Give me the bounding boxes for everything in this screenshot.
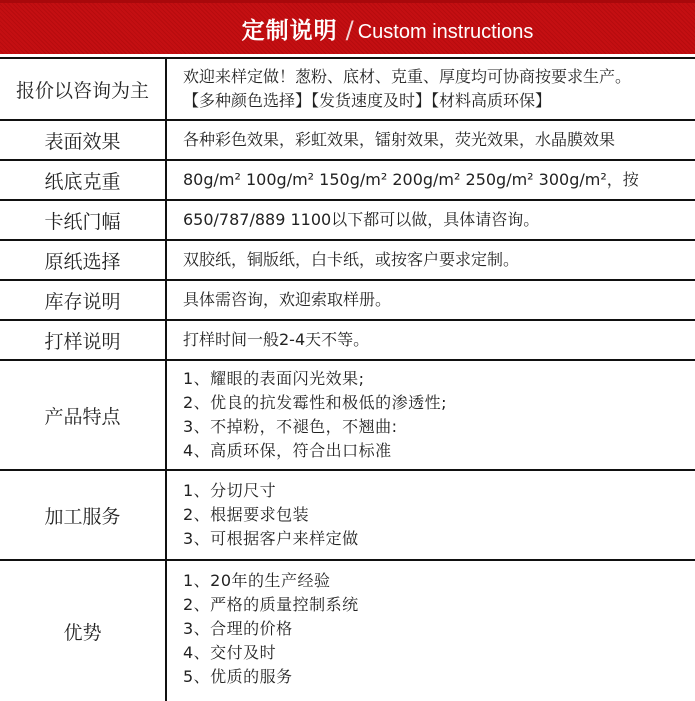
row-label: 加工服务: [0, 471, 167, 559]
row-content-list: [167, 361, 695, 469]
row-content: [167, 201, 695, 239]
table-row-stock: [0, 281, 695, 321]
list-item: 3、可根据客户来样定做: [183, 529, 359, 548]
row-content: [167, 161, 695, 199]
table-row-sampling: [0, 321, 695, 361]
header-banner: [0, 0, 695, 54]
content-line: 打样时间一般2-4天不等。: [183, 330, 370, 349]
row-label: 优势: [0, 561, 167, 701]
row-content-list: [167, 561, 695, 701]
row-content: [167, 321, 695, 359]
instructions-table: [0, 57, 695, 701]
list-item: 5、优质的服务: [183, 667, 293, 686]
row-label: 原纸选择: [0, 241, 167, 279]
row-label: 纸底克重: [0, 161, 167, 199]
table-row-advantages: [0, 561, 695, 701]
row-label: 卡纸门幅: [0, 201, 167, 239]
list-item: 3、合理的价格: [183, 619, 293, 638]
list-item: 1、20年的生产经验: [183, 571, 331, 590]
table-row-surface-effect: [0, 121, 695, 161]
list-item: 1、耀眼的表面闪光效果;: [183, 369, 365, 388]
content-line: 具体需咨询，欢迎索取样册。: [183, 290, 392, 309]
content-line: 【多种颜色选择】【发货速度及时】【材料高质环保】: [183, 91, 552, 110]
list-item: 4、高质环保，符合出口标准: [183, 441, 392, 460]
list-item: 1、分切尺寸: [183, 481, 277, 500]
list-item: 3、不掉粉，不褪色，不翘曲:: [183, 417, 398, 436]
row-content: [167, 59, 695, 119]
list-item: 4、交付及时: [183, 643, 277, 662]
row-content: [167, 121, 695, 159]
banner-subtitle: Custom instructions: [357, 21, 534, 43]
content-line: 欢迎来样定做！葱粉、底材、克重、厚度均可协商按要求生产。: [183, 67, 632, 86]
row-label: 库存说明: [0, 281, 167, 319]
banner-heading: [242, 12, 534, 45]
content-line: 各种彩色效果，彩虹效果，镭射效果，荧光效果，水晶膜效果: [183, 130, 616, 149]
table-row-paper-weight: [0, 161, 695, 201]
row-content-list: [167, 471, 695, 559]
list-item: 2、优良的抗发霉性和极低的渗透性;: [183, 393, 448, 412]
row-label: 报价以咨询为主: [0, 59, 167, 119]
row-label: 表面效果: [0, 121, 167, 159]
row-content: [167, 281, 695, 319]
content-line: 双胶纸，铜版纸，白卡纸，或按客户要求定制。: [183, 250, 520, 269]
table-row-quote: [0, 59, 695, 121]
row-label: 打样说明: [0, 321, 167, 359]
table-row-features: [0, 361, 695, 471]
row-label: 产品特点: [0, 361, 167, 469]
table-row-base-paper: [0, 241, 695, 281]
list-item: 2、严格的质量控制系统: [183, 595, 359, 614]
content-line: 80g/m² 100g/m² 150g/m² 200g/m² 250g/m² 300g/m²，按: [183, 170, 639, 189]
list-item: 2、根据要求包装: [183, 505, 310, 524]
banner-title: 定制说明: [241, 18, 338, 44]
table-row-processing: [0, 471, 695, 561]
table-row-card-width: [0, 201, 695, 241]
row-content: [167, 241, 695, 279]
banner-divider: /: [345, 16, 354, 44]
content-line: 650/787/889 1100以下都可以做，具体请咨询。: [183, 210, 540, 229]
